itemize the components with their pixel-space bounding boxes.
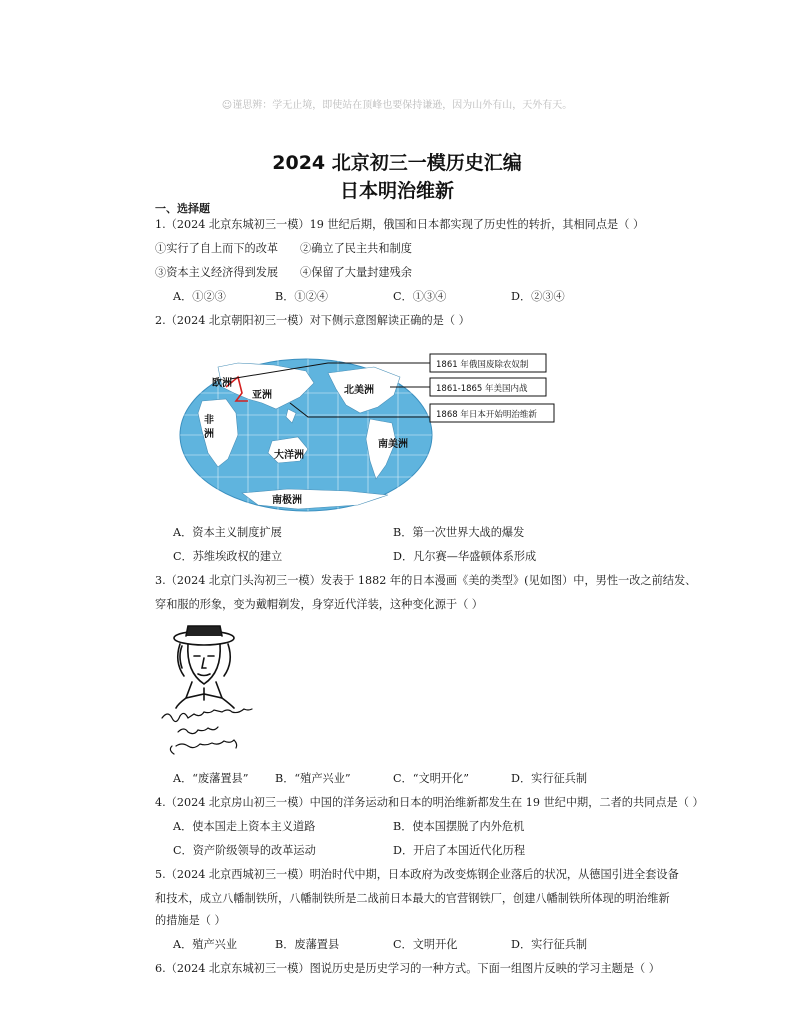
question-2-stem: 2.（2024 北京朝阳初三一模）对下侧示意图解读正确的是（ ） bbox=[155, 314, 470, 327]
question-5-stem: 5.（2024 北京西城初三一模）明治时代中期，日本政府为改变炼钢企业落后的状况，从德国引进全套设备 bbox=[155, 868, 679, 881]
label-oceania: 大洋洲 bbox=[274, 450, 304, 461]
question-5-stem-cont: 和技术，成立八幡制铁所，八幡制铁所是二战前日本最大的官营钢铁厂，创建八幡制铁所体现的明治维新 bbox=[155, 892, 670, 905]
cartoon-svg bbox=[158, 622, 276, 758]
box-us-civil-war: 1861-1865 年美国内战 bbox=[436, 384, 528, 394]
question-3-stem: 3.（2024 北京门头沟初三一模）发表于 1882 年的日本漫画《美的类型》(见如图）中，男性一改之前结发、 bbox=[155, 574, 697, 587]
world-map-svg bbox=[178, 343, 558, 513]
question-2-option-c[interactable]: C．苏维埃政权的建立 bbox=[173, 550, 283, 563]
label-europe: 欧洲 bbox=[212, 378, 232, 389]
label-africa-2: 洲 bbox=[204, 429, 214, 440]
question-5-option-c[interactable]: C．文明开化 bbox=[393, 938, 458, 951]
question-1-item: ③资本主义经济得到发展 bbox=[155, 266, 279, 279]
question-3-option-c[interactable]: C．“文明开化” bbox=[393, 772, 469, 785]
question-3-option-d[interactable]: D．实行征兵制 bbox=[511, 772, 588, 785]
question-4-stem: 4.（2024 北京房山初三一模）中国的洋务运动和日本的明治维新都发生在 19 世纪中期，二者的共同点是（ ） bbox=[155, 796, 704, 809]
handwriting-scribble bbox=[162, 709, 252, 754]
label-south-america: 南美洲 bbox=[378, 439, 408, 450]
label-antarctica: 南极洲 bbox=[272, 495, 302, 506]
world-map-figure bbox=[178, 343, 558, 513]
cartoon-figure bbox=[158, 622, 276, 758]
question-1-option-d[interactable]: D．②③④ bbox=[511, 290, 565, 303]
question-6-stem: 6.（2024 北京东城初三一模）图说历史是历史学习的一种方式。下面一组图片反映的学习主题是（ ） bbox=[155, 962, 660, 975]
question-5-option-d[interactable]: D．实行征兵制 bbox=[511, 938, 588, 951]
question-4-option-b[interactable]: B．使本国摆脱了内外危机 bbox=[393, 820, 525, 833]
question-3-option-a[interactable]: A．“废藩置县” bbox=[173, 772, 249, 785]
label-africa-1: 非 bbox=[204, 415, 214, 426]
annotation-boxes bbox=[430, 354, 554, 422]
page-title: 2024 北京初三一模历史汇编 bbox=[272, 152, 522, 174]
question-4-option-a[interactable]: A．使本国走上资本主义道路 bbox=[173, 820, 316, 833]
question-2-option-a[interactable]: A．资本主义制度扩展 bbox=[173, 526, 282, 539]
box-russia-serfdom: 1861 年俄国废除农奴制 bbox=[436, 360, 529, 370]
label-north-america: 北美洲 bbox=[344, 385, 374, 396]
question-5-stem-end: 的措施是（ ） bbox=[155, 914, 226, 927]
question-5-option-b[interactable]: B．废藩置县 bbox=[275, 938, 340, 951]
question-1-stem: 1.（2024 北京东城初三一模）19 世纪后期，俄国和日本都实现了历史性的转折，其相同点是（ ） bbox=[155, 218, 645, 231]
question-1-item: ②确立了民主共和制度 bbox=[300, 242, 412, 255]
question-1-option-b[interactable]: B．①②④ bbox=[275, 290, 328, 303]
question-1-option-c[interactable]: C．①③④ bbox=[393, 290, 447, 303]
question-4-option-c[interactable]: C．资产阶级领导的改革运动 bbox=[173, 844, 316, 857]
page-subtitle: 日本明治维新 bbox=[339, 180, 454, 202]
label-asia: 亚洲 bbox=[252, 390, 272, 401]
question-1-item: ①实行了自上而下的改革 bbox=[155, 242, 279, 255]
page-motto: ☺谨思辨：学无止境，即使站在顶峰也要保持谦逊，因为山外有山，天外有天。 bbox=[221, 100, 573, 111]
question-4-option-d[interactable]: D．开启了本国近代化历程 bbox=[393, 844, 526, 857]
question-1-item: ④保留了大量封建残余 bbox=[300, 266, 412, 279]
question-3-option-b[interactable]: B．“殖产兴业” bbox=[275, 772, 351, 785]
box-meiji-restoration: 1868 年日本开始明治维新 bbox=[436, 410, 537, 420]
question-2-option-b[interactable]: B．第一次世界大战的爆发 bbox=[393, 526, 525, 539]
question-5-option-a[interactable]: A．殖产兴业 bbox=[173, 938, 238, 951]
section-heading: 一、选择题 bbox=[155, 202, 210, 215]
question-3-stem-cont: 穿和服的形象，变为戴帽剃发，身穿近代洋装，这种变化源于（ ） bbox=[155, 598, 483, 611]
question-1-option-a[interactable]: A．①②③ bbox=[173, 290, 226, 303]
question-2-option-d[interactable]: D．凡尔赛—华盛顿体系形成 bbox=[393, 550, 537, 563]
